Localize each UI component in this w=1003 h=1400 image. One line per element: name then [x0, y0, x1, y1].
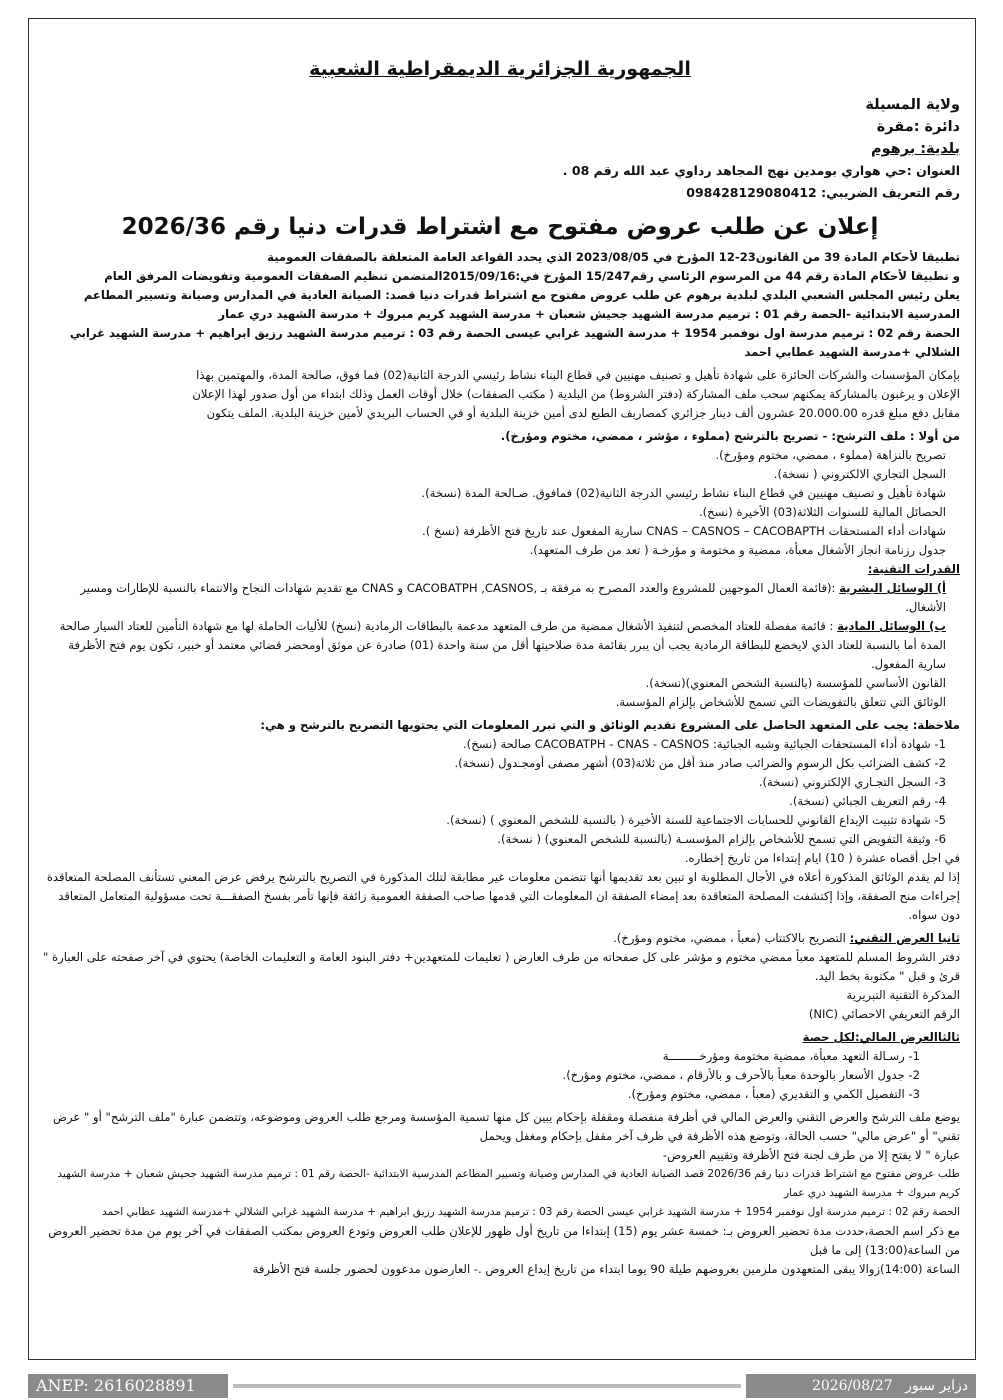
intro-line: يعلن رئيس المجلس الشعبي البلدي لبلدية برهوم عن طلب عروض مفتوح مع اشتراط قدرات دنيا قصد: الصيانة العادية في المدارس وصيانة وتسيير المطاعم المدرسية الابتدائية -الحصة رقم 01 : ترميم مدرسة الشهيد جحيش شعبان + مدرسة الشهيد كريم مبروك + مدرسة الشهيد دري عمار	[83, 288, 960, 321]
second-section-heading: ثانيا العرض التقني:	[849, 931, 960, 945]
closing-line: الساعة (14:00)زوالا يبقى المتعهدون ملزمين بعروضهم طيلة 90 يوما ابتداء من تاريخ إيداع العروض .- العارضون مدعوون لحضور جلسة فتح الأظرفة	[252, 1262, 960, 1276]
republic-heading: الجمهورية الجزائرية الديمقراطية الشعبية	[309, 58, 691, 80]
announcement-title: إعلان عن طلب عروض مفتوح مع اشتراط قدرات دنيا رقم 2026/36	[121, 214, 879, 240]
third-section-heading: ثالثاالعرض المالي:لكل حصة	[802, 1030, 960, 1044]
list-item: 3- التفصيل الكمي و التقديري (معبأ ، ممضي، مختوم ومؤرخ).	[627, 1087, 920, 1101]
closing-line: عبارة " لا يفتح إلا من طرف لجنة فتح الأظرفة وتقييم العروض-	[662, 1148, 960, 1162]
list-item: الرقم التعريفي الاحصائي (NIC)	[808, 1007, 960, 1021]
list-item: القانون الأساسي للمؤسسة (بالنسبة الشخص المعنوي)(نسخة).	[645, 676, 946, 690]
newspaper-name: دزاير سبور	[905, 1378, 968, 1394]
daira-label: دائرة :مقرة	[876, 119, 960, 135]
declaration-text: التصريح بالاكتتاب (معبأ ، ممضي، مختوم ومؤرخ).	[613, 931, 846, 945]
capacities-heading: القدرات التقنية:	[867, 562, 960, 576]
list-item: 1- شهادة أداء المستحقات الجبائية وشبه الجبائية: CACOBATPH - CNAS - CASNOS صالحة (نسخ).	[463, 737, 946, 751]
tax-id-label: رقم التعريف الضريبي: 098428129080412	[686, 185, 960, 200]
note-warning: إذا لم يقدم الوثائق المذكورة أعلاه في الأجال المطلوبة او تبين بعد تقديمها أنها تتضمن معلومات غير مطابقة لتلك المذكورة في التصريح بالترشح يرفض عرض المعني تستأنف المصلحة المتعاقدة إجراءات منح الصفقة، وإذا إكتشفت المصلحة المتعاقدة بعد إمضاء الصفقة ان المعلومات التي قدمها صاحب الصفقة العمومية زائفة فإنها تأمر بفسخ الصفقـــة تحت مسؤولية المتعامل المتعاقد دون سواه.	[46, 870, 960, 922]
list-item: تصريح بالنزاهة (مملوء ، ممضي، مختوم ومؤرخ).	[715, 448, 946, 462]
wilaya-label: ولاية المسيلة	[865, 97, 960, 113]
footer-bar	[28, 1374, 976, 1398]
list-item: 1- رسـالة التعهد معبأة، ممضية مختومة ومؤرخـــــــــة	[662, 1049, 920, 1063]
list-item: شهادات أداء المستحقات CNAS – CASNOS – CACOBAPTH سارية المفعول عند تاريخ فتح الأظرفة (نسخ ).	[422, 524, 946, 538]
eligibility-line: مقابل دفع مبلغ قدره 20.000.00 عشرون ألف دينار جزائري كمصاريف الطبع لدى أمين خزينة البلدية أو في الحساب البريدي لأمين خزينة البلدية. الملف يتكون	[206, 406, 960, 420]
material-means-label: ب) الوسائل المادية	[837, 619, 946, 633]
list-item: 2- كشف الضرائب بكل الرسوم والضرائب صادر منذ أقل من ثلاثة(03) أشهر مصفى أومجـدول (نسخة).	[454, 756, 946, 770]
material-means-text: : قائمة مفصلة للعتاد المخصص لتنفيذ الأشغال ممضية من طرف المتعهد مدعمة بالبطاقات الرمادية (نسخ) للأليات الحاملة لها مع شهادة التأمين للعتاد السيار صالحة المدة أما بالنسبة للعتاد الذي لايخضع للبطاقة الرمادية يجب أن يبرر بقائمة مدة صلاحيتها أقل من سنة واحدة (01) صادرة عن موثق أومحضر قضائي معتمد أو خبير، تكون يوم فتح الأظرفة سارية المفعول.	[59, 619, 946, 671]
list-item: الحصائل المالية للسنوات الثلاثة(03) الأخيرة (نسخ).	[698, 505, 946, 519]
intro-line: تطبيقا لأحكام المادة 39 من القانون23-12 المؤرخ في 2023/08/05 الذي يحدد القواعد العامة المتعلقة بالصفقات العمومية	[267, 250, 960, 264]
list-item: شهادة تأهيل و تصنيف مهنيين في قطاع البناء نشاط رئيسي الدرجة الثانية(02) فمافوق. صـالحة المدة (نسخة).	[421, 486, 946, 500]
footer-divider	[233, 1384, 741, 1388]
list-item: دفتر الشروط المسلم للمتعهد معبأ ممضي مختوم و مؤشر على كل صفحاته من طرف العارض ( تعليمات للمتعهدين+ دفتر البنود العامة و التعليمات الخاصة) يحتوي في آخر صفحته على العبارة " قرئ و قبل " مكتوبة بخط اليد.	[43, 950, 960, 983]
first-section-heading: من أولا : ملف الترشح: - تصريح بالترشح (مملوء ، مؤشر ، ممضي، مختوم ومؤرخ).	[500, 429, 960, 443]
list-item: جدول رزنامة انجاز الأشغال معبأة، ممضية و مختومة و مؤرخـة ( تعد من طرف المتعهد).	[529, 543, 946, 557]
list-item: 6- وثيقة التفويض التي تسمح للأشخاص بإلزام المؤسسـة (بالنسبة للشخص المعنوي) ( نسخة).	[497, 832, 946, 846]
anep-number: ANEP: 2616028891	[28, 1374, 228, 1398]
closing-line: الحصة رقم 02 : ترميم مدرسة اول نوفمبر 1954 + مدرسة الشهيد غرابي عيسى الحصة رقم 03 : ترميم مدرسة الشهيد رزيق ابراهيم + مدرسة الشهيد غرابي الشلالي +مدرسة الشهيد عطابي احمد	[102, 1206, 960, 1218]
list-item: الوثائق التي تتعلق بالتفويضات التي تسمح للأشخاص بإلزام المؤسسة.	[615, 695, 946, 709]
publication-date: 2026/08/27	[811, 1378, 893, 1394]
announcement-page	[40, 50, 960, 1279]
commune-label: بلدية: برهوم	[870, 141, 960, 157]
closing-line: طلب عروض مفتوح مع اشتراط قدرات دنيا رقم 2026/36 قصد الصيانة العادية في المدارس وصيانة وتسيير المطاعم المدرسية الابتدائية -الحصة رقم 01 : ترميم مدرسة الشهيد جحيش شعبان + مدرسة الشهيد كريم مبروك + مدرسة الشهيد دري عمار	[57, 1168, 960, 1199]
list-item: المذكرة التقنية التبريرية	[846, 988, 960, 1002]
eligibility-line: الإعلان و يرغبون بالمشاركة يمكنهم سحب ملف المشاركة (دفتر الشروط) من البلدية ( مكتب الصفقات) خلال أوقات العمل وذلك ابتداء من أول صدور لهذا الإعلان	[192, 387, 960, 401]
note-heading: ملاحظة: يجب على المتعهد الحاصل على المشروع تقديم الوثائق و التي تبرر المعلومات التي يحتويها التصريح بالترشح و هي:	[260, 718, 960, 732]
address-label: العنوان :حي هواري بومدين نهج المجاهد رداوي عبد الله رقم 08 .	[562, 163, 960, 178]
closing-line: مع ذكر اسم الحصة،حددت مدة تحضير العروض بـ: خمسة عشر يوم (15) إبتداءا من تاريخ أول ظهور للإعلان طلب العروض وتودع العروض بمكتب الصفقات في آخر يوم من مدة تحضير العروض من الساعة(13:00) إلى ما قبل	[48, 1224, 960, 1257]
list-item: 3- السجل التجـاري الإلكتروني (نسخة).	[758, 775, 946, 789]
closing-line: يوضع ملف الترشح والعرض التقني والعرض المالي في أظرفة منفصلة ومقفلة بإحكام يبين كل منها تسمية المؤسسة ومرجع طلب العروض وموضوعه، وتتضمن عبارة "ملف الترشح" أو " عرض تقني" أو "عرض مالي" حسب الحالة، وتوضع هذه الأظرفة في ظرف آخر مقفل بإحكام ومغفل ويحمل	[52, 1110, 960, 1143]
list-item: السجل التجاري الالكتروني ( نسخة).	[773, 467, 946, 481]
list-item: 4- رقم التعريف الجبائي (نسخة).	[789, 794, 946, 808]
list-item: 5- شهادة تثبيت الإيداع القانوني للحسابات الاجتماعية للسنة الأخيرة ( بالنسبة للشخص المعنوي ) (نسخة).	[446, 813, 946, 827]
list-item: 2- جدول الأسعار بالوحدة معبأ بالأحرف و بالأرقام ، ممضي، مختوم ومؤرخ).	[562, 1068, 920, 1082]
human-means-label: أ) الوسائل البشرية	[839, 581, 946, 595]
intro-line: الحصة رقم 02 : ترميم مدرسة اول نوفمبر 1954 + مدرسة الشهيد غرابي عيسى الحصة رقم 03 : ترميم مدرسة الشهيد رزيق ابراهيم + مدرسة الشهيد غرابي الشلالي +مدرسة الشهيد عطابي احمد	[69, 326, 960, 359]
human-means-text: :(قائمة العمال الموجهين للمشروع والعدد المصرح به مرفقة بـ ,CACOBATPH ,CASNOS و CNAS مع تقديم شهادات النجاح والانتماء بالنسبة للإطارات ومسير الأشغال.	[80, 581, 946, 614]
eligibility-line: بإمكان المؤسسات والشركات الحائزة على شهادة تأهيل و تصنيف مهنيين في قطاع البناء نشاط رئيسي الدرجة الثانية(02) فما فوق، صالحة المدة، والمهتمين بهذا	[196, 368, 960, 382]
note-deadline: في اجل أقصاه عشرة ( 10) ايام إبتداءا من تاريخ إخطاره.	[684, 851, 960, 865]
publication-box	[746, 1374, 976, 1398]
intro-line: و تطبيقا لأحكام المادة رقم 44 من المرسوم الرئاسي رقم15/247 المؤرخ في:2015/09/16المتضمن تنظيم الصفقات العمومية وتفويضات المرفق العام	[104, 269, 960, 283]
